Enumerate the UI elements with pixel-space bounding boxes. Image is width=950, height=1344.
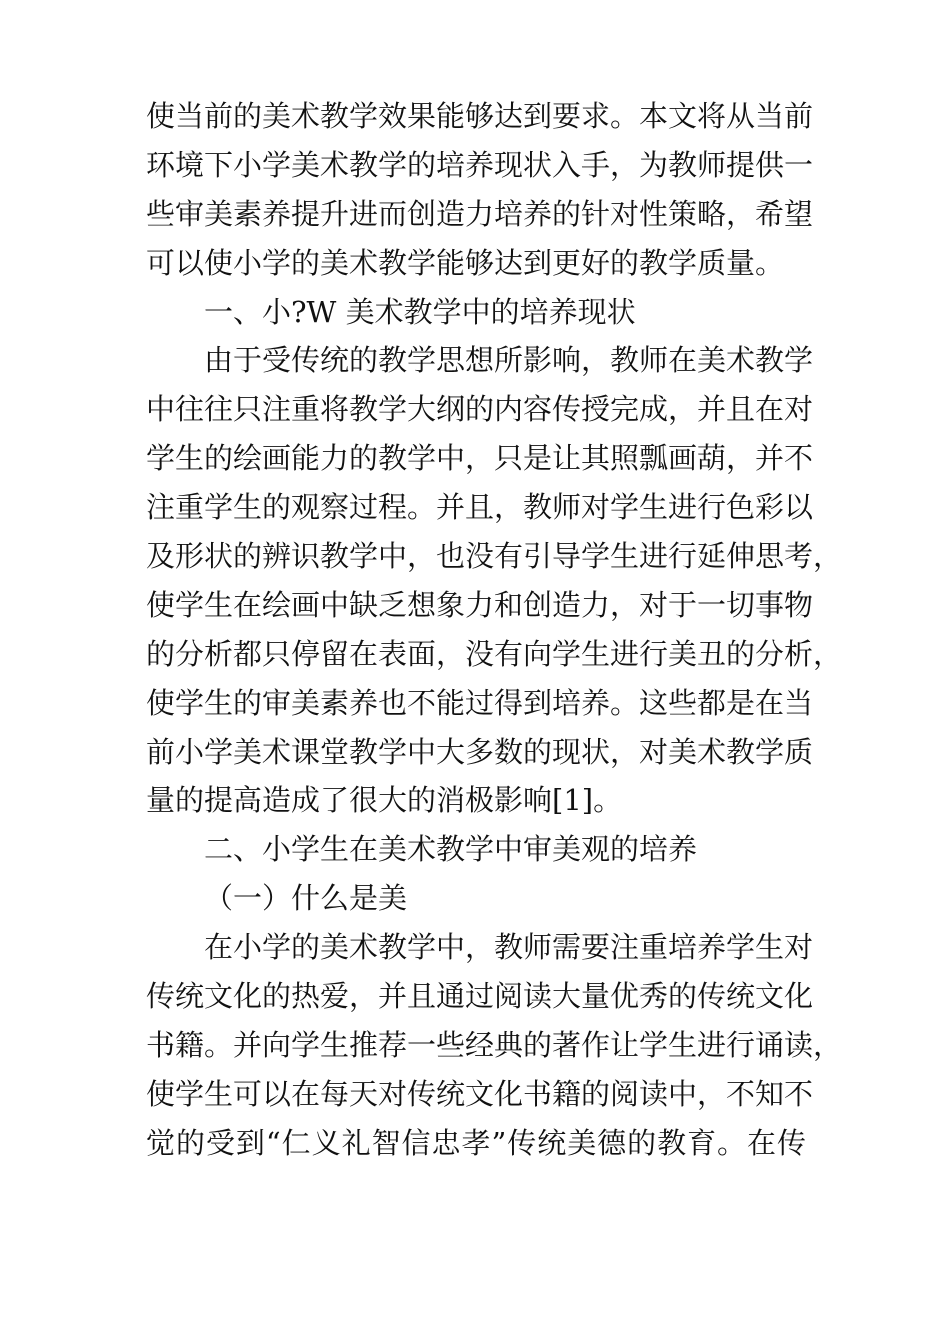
text-line: 在小学的美术教学中，教师需要注重培养学生对 bbox=[204, 930, 814, 965]
text-line: 书籍。并向学生推荐一些经典的著作让学生进行诵读， bbox=[146, 1027, 843, 1062]
text-line: 量的提高造成了很大的消极影响[1]。 bbox=[146, 783, 623, 818]
text-line: 使当前的美术教学效果能够达到要求。本文将从当前 bbox=[146, 99, 814, 133]
text-line: 使学生可以在每天对传统文化书籍的阅读中，不知不 bbox=[146, 1076, 814, 1111]
text-line: 环境下小学美术教学的培养现状入手，为教师提供一 bbox=[146, 147, 814, 182]
text-line: 可以使小学的美术教学能够达到更好的教学质量。 bbox=[146, 245, 785, 280]
text-line: 由于受传统的教学思想所影响，教师在美术教学 bbox=[204, 343, 814, 378]
text-line: 注重学生的观察过程。并且，教师对学生进行色彩以 bbox=[146, 490, 814, 525]
body-text bbox=[146, 92, 843, 1168]
text-line: 些审美素养提升进而创造力培养的针对性策略，希望 bbox=[146, 196, 814, 231]
text-line: 前小学美术课堂教学中大多数的现状，对美术教学质 bbox=[146, 734, 814, 769]
text-line: 使学生在绘画中缺乏想象力和创造力，对于一切事物 bbox=[146, 587, 814, 622]
text-line: （一）什么是美 bbox=[204, 881, 408, 916]
text-line: 的分析都只停留在表面，没有向学生进行美丑的分析， bbox=[146, 636, 843, 671]
text-line: 使学生的审美素养也不能过得到培养。这些都是在当 bbox=[146, 685, 814, 720]
text-line: 及形状的辨识教学中，也没有引导学生进行延伸思考， bbox=[146, 539, 843, 574]
text-line: 一、小?W 美术教学中的培养现状 bbox=[204, 294, 636, 329]
text-line: 中往往只注重将教学大纲的内容传授完成，并且在对 bbox=[146, 392, 814, 427]
text-line: 二、小学生在美术教学中审美观的培养 bbox=[204, 832, 698, 867]
text-line: 传统文化的热爱，并且通过阅读大量优秀的传统文化 bbox=[146, 979, 814, 1014]
text-line: 觉的受到“仁义礼智信忠孝”传统美德的教育。在传 bbox=[146, 1125, 806, 1160]
text-line: 学生的绘画能力的教学中，只是让其照瓢画葫，并不 bbox=[146, 441, 814, 476]
